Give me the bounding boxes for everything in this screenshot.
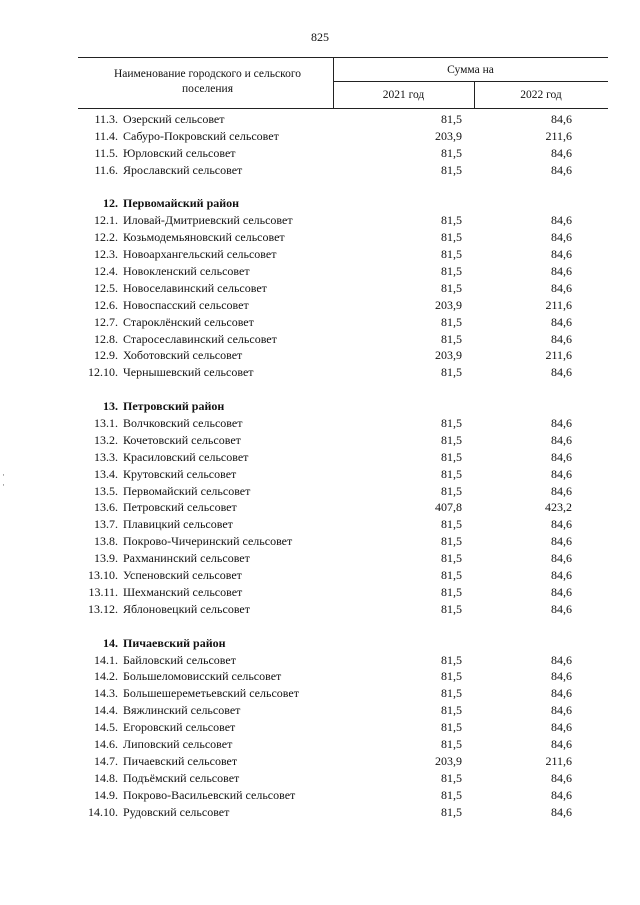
table-row xyxy=(0,770,640,787)
table-row xyxy=(0,229,640,246)
amount-2022: 84,6 xyxy=(551,770,572,785)
amount-2021: 81,5 xyxy=(441,804,462,819)
amount-2022: 84,6 xyxy=(551,264,572,279)
settlement-name: Хоботовский сельсовет xyxy=(123,348,243,363)
settlement-name: Плавицкий сельсовет xyxy=(123,517,233,532)
amount-2022: 211,6 xyxy=(545,753,572,768)
settlement-name: Кочетовский сельсовет xyxy=(123,432,241,447)
row-number: 12.10. xyxy=(88,365,118,380)
spacer-row xyxy=(0,381,640,398)
row-number: 12.1. xyxy=(94,213,118,228)
row-number: 13.11. xyxy=(88,584,118,599)
table-row xyxy=(0,804,640,821)
row-number: 11.3. xyxy=(94,112,118,126)
row-number: 13.8. xyxy=(94,534,118,549)
row-number: 13.10. xyxy=(88,568,118,583)
header-sum-column: Сумма на xyxy=(447,64,494,76)
settlement-name: Красиловский сельсовет xyxy=(123,449,249,464)
table-row xyxy=(0,787,640,804)
spacer-row xyxy=(0,618,640,635)
header-top-rule xyxy=(78,57,608,58)
amount-2022: 211,6 xyxy=(545,348,572,363)
settlement-name: Байловский сельсовет xyxy=(123,652,236,667)
amount-2021: 81,5 xyxy=(441,213,462,228)
amount-2021: 81,5 xyxy=(441,449,462,464)
row-number: 14.5. xyxy=(94,720,118,735)
row-number: 13.2. xyxy=(94,432,118,447)
amount-2021: 81,5 xyxy=(441,652,462,667)
amount-2021: 81,5 xyxy=(441,551,462,566)
amount-2022: 211,6 xyxy=(545,128,572,143)
amount-2022: 423,2 xyxy=(545,500,572,515)
table-row xyxy=(0,719,640,736)
settlement-name: Егоровский сельсовет xyxy=(123,720,236,735)
settlement-name: Сабуро-Покровский сельсовет xyxy=(123,128,279,143)
row-number: 14.8. xyxy=(94,770,118,785)
amount-2022: 84,6 xyxy=(551,314,572,329)
row-number: 14.4. xyxy=(94,703,118,718)
header-mid-rule xyxy=(333,81,608,82)
row-number: 13.5. xyxy=(94,483,118,498)
amount-2022: 84,6 xyxy=(551,230,572,245)
row-number: 13.3. xyxy=(94,449,118,464)
table-row xyxy=(0,702,640,719)
table-row xyxy=(0,297,640,314)
row-number: 13.6. xyxy=(94,500,118,515)
settlement-name: Новоархангельский сельсовет xyxy=(123,247,277,262)
settlement-name: Вяжлинский сельсовет xyxy=(123,703,241,718)
amount-2022: 84,6 xyxy=(551,703,572,718)
amount-2021: 203,9 xyxy=(435,297,462,312)
amount-2021: 81,5 xyxy=(441,365,462,380)
table-row xyxy=(0,652,640,669)
amount-2021: 81,5 xyxy=(441,416,462,431)
settlement-name: Покрово-Чичеринский сельсовет xyxy=(123,534,293,549)
settlement-name: Иловай-Дмитриевский сельсовет xyxy=(123,213,293,228)
amount-2022: 84,6 xyxy=(551,804,572,819)
row-number: 14.2. xyxy=(94,669,118,684)
row-number: 14.7. xyxy=(94,753,118,768)
settlement-name: Староклёнский сельсовет xyxy=(123,314,254,329)
header-bottom-rule xyxy=(78,108,608,109)
amount-2021: 81,5 xyxy=(441,112,462,126)
table-row xyxy=(0,466,640,483)
row-number: 14.3. xyxy=(94,686,118,701)
amount-2021: 81,5 xyxy=(441,601,462,616)
amount-2022: 84,6 xyxy=(551,686,572,701)
amount-2021: 81,5 xyxy=(441,787,462,802)
amount-2021: 203,9 xyxy=(435,128,462,143)
amount-2022: 84,6 xyxy=(551,720,572,735)
row-number: 12.2. xyxy=(94,230,118,245)
table-body xyxy=(0,111,640,820)
amount-2022: 84,6 xyxy=(551,483,572,498)
table-row xyxy=(0,584,640,601)
amount-2021: 81,5 xyxy=(441,703,462,718)
amount-2022: 84,6 xyxy=(551,432,572,447)
amount-2021: 203,9 xyxy=(435,348,462,363)
amount-2022: 84,6 xyxy=(551,280,572,295)
amount-2022: 84,6 xyxy=(551,416,572,431)
row-number: 14.1. xyxy=(94,652,118,667)
settlement-name: Пичаевский сельсовет xyxy=(123,753,238,768)
table-row xyxy=(0,364,640,381)
amount-2021: 81,5 xyxy=(441,770,462,785)
amount-2022: 84,6 xyxy=(551,247,572,262)
amount-2021: 81,5 xyxy=(441,517,462,532)
table-row xyxy=(0,347,640,364)
settlement-name: Озерский сельсовет xyxy=(123,112,225,126)
settlement-name: Новоспасский сельсовет xyxy=(123,297,249,312)
settlement-name: Подъёмский сельсовет xyxy=(123,770,240,785)
table-row xyxy=(0,263,640,280)
amount-2021: 81,5 xyxy=(441,466,462,481)
amount-2021: 81,5 xyxy=(441,145,462,160)
amount-2021: 81,5 xyxy=(441,483,462,498)
amount-2021: 81,5 xyxy=(441,432,462,447)
row-number: 14.6. xyxy=(94,736,118,751)
table-row xyxy=(0,128,640,145)
settlement-name: Яблоновецкий сельсовет xyxy=(123,601,250,616)
table-row xyxy=(0,212,640,229)
settlement-name: Волчковский сельсовет xyxy=(123,416,243,431)
amount-2022: 84,6 xyxy=(551,331,572,346)
amount-2022: 84,6 xyxy=(551,365,572,380)
table-row xyxy=(0,753,640,770)
row-number: 12. xyxy=(103,196,118,211)
row-number: 13.1. xyxy=(94,416,118,431)
amount-2021: 81,5 xyxy=(441,534,462,549)
amount-2022: 84,6 xyxy=(551,601,572,616)
table-row xyxy=(0,483,640,500)
header-year-2022: 2022 год xyxy=(520,89,562,101)
row-number: 12.7. xyxy=(94,314,118,329)
settlement-name: Покрово-Васильевский сельсовет xyxy=(123,787,296,802)
amount-2021: 407,8 xyxy=(435,500,462,515)
amount-2022: 84,6 xyxy=(551,466,572,481)
spacer-row xyxy=(0,179,640,196)
amount-2021: 81,5 xyxy=(441,162,462,177)
row-number: 12.5. xyxy=(94,280,118,295)
amount-2022: 84,6 xyxy=(551,568,572,583)
amount-2021: 81,5 xyxy=(441,736,462,751)
table-row xyxy=(0,449,640,466)
table-row xyxy=(0,685,640,702)
amount-2022: 84,6 xyxy=(551,787,572,802)
amount-2022: 84,6 xyxy=(551,145,572,160)
district-heading-row xyxy=(0,398,640,415)
amount-2021: 81,5 xyxy=(441,331,462,346)
amount-2021: 81,5 xyxy=(441,720,462,735)
settlement-name: Успеновский сельсовет xyxy=(123,568,242,583)
table-row xyxy=(0,145,640,162)
district-heading-row xyxy=(0,635,640,652)
amount-2022: 84,6 xyxy=(551,736,572,751)
row-number: 12.4. xyxy=(94,264,118,279)
settlement-name: Новоселавинский сельсовет xyxy=(123,280,267,295)
amount-2022: 84,6 xyxy=(551,162,572,177)
row-number: 13.4. xyxy=(94,466,118,481)
settlement-name: Козьмодемьяновский сельсовет xyxy=(123,230,285,245)
row-number: 11.6. xyxy=(94,162,118,177)
amount-2022: 84,6 xyxy=(551,534,572,549)
row-number: 14. xyxy=(103,635,118,650)
table-row xyxy=(0,516,640,533)
table-row xyxy=(0,533,640,550)
district-name: Петровский район xyxy=(123,399,225,414)
settlement-name: Крутовский сельсовет xyxy=(123,466,237,481)
table-row xyxy=(0,499,640,516)
amount-2021: 81,5 xyxy=(441,584,462,599)
row-number: 14.9. xyxy=(94,787,118,802)
table-row xyxy=(0,736,640,753)
table-row xyxy=(0,246,640,263)
settlement-name: Юрловский сельсовет xyxy=(123,145,236,160)
table-row xyxy=(0,601,640,618)
table-row xyxy=(0,280,640,297)
table-row xyxy=(0,415,640,432)
district-heading-row xyxy=(0,195,640,212)
table-row xyxy=(0,550,640,567)
settlement-name: Ярославский сельсовет xyxy=(123,162,243,177)
amount-2021: 81,5 xyxy=(441,568,462,583)
amount-2022: 84,6 xyxy=(551,584,572,599)
amount-2021: 81,5 xyxy=(441,686,462,701)
settlement-name: Первомайский сельсовет xyxy=(123,483,251,498)
row-number: 12.9. xyxy=(94,348,118,363)
header-name-column: Наименование городского и сельского поселения xyxy=(113,68,302,95)
settlement-name: Большеломовисский сельсовет xyxy=(123,669,282,684)
amount-2021: 81,5 xyxy=(441,280,462,295)
district-name: Первомайский район xyxy=(123,196,240,211)
settlement-name: Чернышевский сельсовет xyxy=(123,365,254,380)
amount-2022: 84,6 xyxy=(551,112,572,126)
header-year-2021: 2021 год xyxy=(382,89,425,101)
row-number: 14.10. xyxy=(88,804,118,819)
row-number: 13. xyxy=(103,399,118,414)
amount-2022: 84,6 xyxy=(551,669,572,684)
table-row xyxy=(0,331,640,348)
table-row xyxy=(0,668,640,685)
row-number: 12.6. xyxy=(94,297,118,312)
table-row xyxy=(0,111,640,128)
table-row xyxy=(0,432,640,449)
amount-2022: 211,6 xyxy=(545,297,572,312)
settlement-name: Большешереметьевский сельсовет xyxy=(123,686,299,701)
district-name: Пичаевский район xyxy=(123,635,226,650)
amount-2022: 84,6 xyxy=(551,517,572,532)
amount-2022: 84,6 xyxy=(551,652,572,667)
settlement-name: Петровский сельсовет xyxy=(123,500,237,515)
page-number: 825 xyxy=(311,30,329,44)
row-number: 11.5. xyxy=(94,145,118,160)
settlement-name: Шехманский сельсовет xyxy=(123,584,243,599)
amount-2021: 81,5 xyxy=(441,264,462,279)
amount-2021: 81,5 xyxy=(441,669,462,684)
settlement-name: Старосеславинский сельсовет xyxy=(123,331,277,346)
row-number: 13.9. xyxy=(94,551,118,566)
row-number: 13.12. xyxy=(88,601,118,616)
amount-2021: 81,5 xyxy=(441,314,462,329)
amount-2021: 203,9 xyxy=(435,753,462,768)
table-row xyxy=(0,314,640,331)
settlement-name: Новокленский сельсовет xyxy=(123,264,250,279)
amount-2021: 81,5 xyxy=(441,230,462,245)
table-row xyxy=(0,567,640,584)
settlement-name: Рудовский сельсовет xyxy=(123,804,230,819)
settlement-name: Липовский сельсовет xyxy=(123,736,233,751)
settlement-name: Рахманинский сельсовет xyxy=(123,551,250,566)
table-row xyxy=(0,162,640,179)
amount-2022: 84,6 xyxy=(551,551,572,566)
row-number: 13.7. xyxy=(94,517,118,532)
row-number: 12.3. xyxy=(94,247,118,262)
row-number: 12.8. xyxy=(94,331,118,346)
margin-marks: · · xyxy=(2,470,5,490)
amount-2022: 84,6 xyxy=(551,449,572,464)
amount-2021: 81,5 xyxy=(441,247,462,262)
amount-2022: 84,6 xyxy=(551,213,572,228)
row-number: 11.4. xyxy=(94,128,118,143)
